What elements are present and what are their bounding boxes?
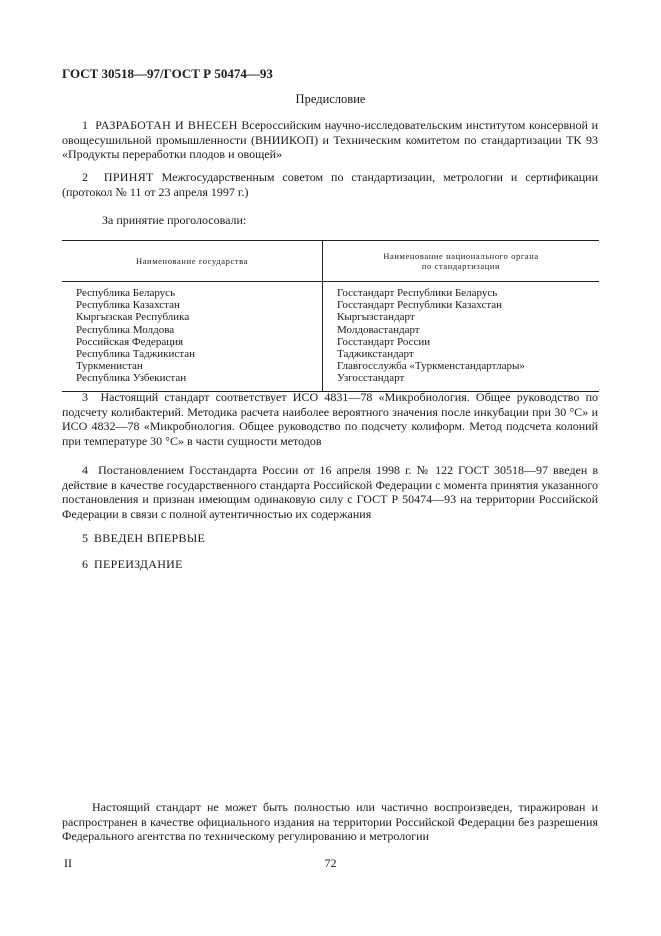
table-row [62,282,599,392]
section-2-text: Межгосударственным советом по стандартизации, метрологии и сертификации (протокол № 11 от 23 апреля 1997 г.) [62,170,598,199]
state-name: Республика Таджикистан [76,348,195,361]
section-5-caps: ВВЕДЕН ВПЕРВЫЕ [94,531,206,545]
state-name: Республика Беларусь [76,287,176,299]
body-name: Главгосслужба «Туркменстандартлары» [337,360,525,373]
section-2-caps: ПРИНЯТ [103,170,154,184]
document-header: ГОСТ 30518—97/ГОСТ Р 50474—93 [62,66,273,81]
body-name: Госстандарт Республики Казахстан [337,299,503,312]
col-header-body-line2: по стандартизации [421,261,501,271]
states-cell [62,282,323,392]
section-4-number: 4 [82,463,88,477]
state-name: Республика Узбекистан [76,372,187,385]
col-header-body-line1: Наименование национального органа [383,251,539,261]
section-1 [62,118,598,162]
col-header-state: Наименование государства [62,241,323,282]
body-name: Госстандарт России [337,335,431,348]
section-4-text: Постановлением Госстандарта России от 16 апреля 1998 г. № 122 ГОСТ 30518—97 введен в действие в качестве государственного стандарта Российской Федерации с момента принятия указанного постановления и признан имеющим одинаковую силу с ГОСТ Р 50474—93 на территории Российской Федерации в связи с полной аутентичностью их содержания [62,463,598,521]
section-3-number: 3 [82,390,88,404]
section-1-caps: РАЗРАБОТАН И ВНЕСЕН [95,118,238,132]
state-name: Туркменистан [76,360,143,373]
page-code: II [64,856,72,870]
section-2-number: 2 [82,170,88,184]
voted-label: За принятие проголосовали: [102,213,247,227]
section-6-number: 6 [82,557,88,571]
copyright-note-text: Настоящий стандарт не может быть полностью или частично воспроизведен, тиражирован и распространен в качестве официального издания на территории Российской Федерации без разрешения Федерального агентства по техническому регулированию и метрологии [62,800,598,843]
page-number: 72 [324,856,337,870]
body-name: Таджикстандарт [337,348,414,361]
bodies-cell [323,282,600,392]
body-name: Молдовастандарт [337,323,420,336]
states-table [62,240,599,392]
state-name: Кыргызская Республика [76,311,190,324]
section-3 [62,390,598,448]
section-2 [62,170,598,199]
copyright-note [62,800,598,844]
section-3-text: Настоящий стандарт соответствует ИСО 4831—78 «Микробиология. Общее руководство по подсчету колибактерий. Методика расчета наиболее вероятного значения после инкубации при 30 °С» и ИСО 4832—78 «Микробиология. Общее руководство по подсчету колиформ. Метод подсчета колоний при температуре 30 °С» в части сущности методов [62,390,598,448]
body-name: Госстандарт Республики Беларусь [337,287,498,299]
section-6-caps: ПЕРЕИЗДАНИЕ [94,557,183,571]
state-name: Российская Федерация [76,335,184,348]
state-name: Республика Казахстан [76,299,180,312]
col-header-body [323,241,600,282]
state-name: Республика Молдова [76,323,175,336]
table-header-row [62,241,599,282]
body-name: Кыргызстандарт [337,311,415,324]
section-1-number: 1 [82,118,88,132]
section-1-text: Всероссийским научно-исследовательским институтом консервной и овощесушильной промышленности (ВНИИКОП) и Техническим комитетом по стандартизации ТК 93 «Продукты переработки плодов и овощей» [62,118,599,161]
body-name: Узгосстандарт [337,372,405,385]
section-5 [62,531,598,546]
section-4 [62,463,598,521]
section-6 [62,557,598,572]
page-title: Предисловие [295,92,366,106]
section-5-number: 5 [82,531,88,545]
